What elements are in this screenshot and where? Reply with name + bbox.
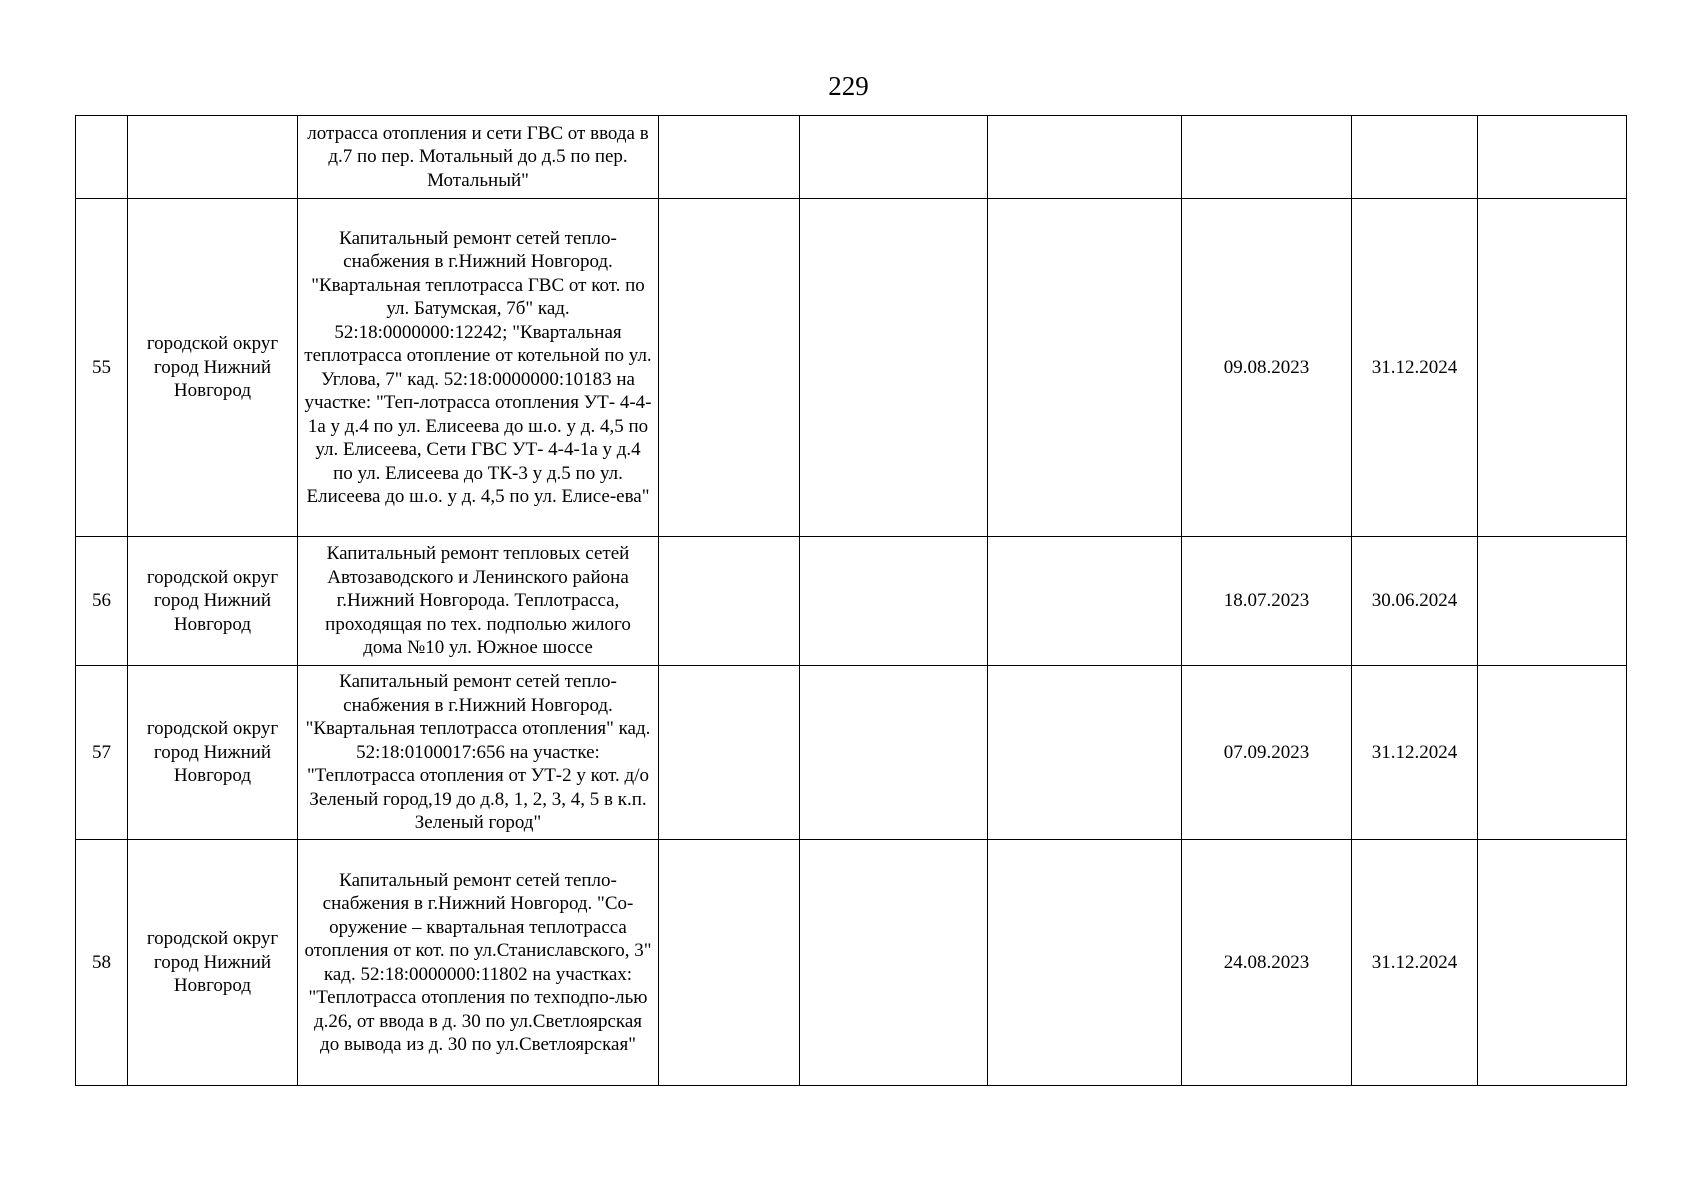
start-date-cell: 24.08.2023	[1182, 840, 1352, 1086]
description-cell: Капитальный ремонт сетей тепло-снабжения в г.Нижний Новгород. "Квартальная теплотрасса ГВС от кот. по ул. Батумская, 7б" кад. 52:18:0000000:12242; "Квартальная теплотрасса отопление от котельной по ул. Углова, 7" кад. 52:18:0000000:10183 на участке: "Теп-лотрасса отопления УТ- 4-4-1а у д.4 по ул. Елисеева до ш.о. у д. 4,5 по ул. Елисеева, Сети ГВС УТ- 4-4-1а у д.4 по ул. Елисеева до ТК-3 у д.5 по ул. Елисеева до ш.о. у д. 4,5 по ул. Елисе-ева"	[298, 199, 659, 537]
municipality-cell	[128, 116, 298, 199]
empty-cell	[659, 537, 800, 666]
empty-cell	[800, 199, 988, 537]
row-number-cell: 56	[76, 537, 128, 666]
table-row	[76, 666, 1627, 840]
row-number-cell: 58	[76, 840, 128, 1086]
municipality-cell: городской округ город Нижний Новгород	[128, 666, 298, 840]
end-date-cell: 30.06.2024	[1352, 537, 1478, 666]
empty-cell	[800, 537, 988, 666]
works-table	[75, 115, 1627, 1086]
row-number-cell: 55	[76, 199, 128, 537]
row-number-cell: 57	[76, 666, 128, 840]
page-number: 229	[828, 71, 869, 101]
description-cell: Капитальный ремонт сетей тепло-снабжения в г.Нижний Новгород. "Квартальная теплотрасса отопления" кад. 52:18:0100017:656 на участке: "Теплотрасса отопления от УТ-2 у кот. д/о Зеленый город,19 до д.8, 1, 2, 3, 4, 5 в к.п. Зеленый город"	[298, 666, 659, 840]
empty-cell	[988, 537, 1182, 666]
municipality-cell: городской округ город Нижний Новгород	[128, 199, 298, 537]
empty-cell	[800, 116, 988, 199]
start-date-cell	[1182, 116, 1352, 199]
municipality-cell: городской округ город Нижний Новгород	[128, 840, 298, 1086]
start-date-cell: 09.08.2023	[1182, 199, 1352, 537]
end-date-cell: 31.12.2024	[1352, 199, 1478, 537]
empty-cell	[800, 666, 988, 840]
empty-cell	[800, 840, 988, 1086]
start-date-cell: 18.07.2023	[1182, 537, 1352, 666]
empty-cell	[1478, 666, 1627, 840]
end-date-cell: 31.12.2024	[1352, 840, 1478, 1086]
empty-cell	[1478, 199, 1627, 537]
description-cell: Капитальный ремонт тепловых сетей Автозаводского и Ленинского района г.Нижний Новгорода. Теплотрасса, проходящая по тех. подполью жилого дома №10 ул. Южное шоссе	[298, 537, 659, 666]
empty-cell	[988, 840, 1182, 1086]
empty-cell	[988, 666, 1182, 840]
description-cell: Капитальный ремонт сетей тепло-снабжения в г.Нижний Новгород. "Со-оружение – квартальная теплотрасса отопления от кот. по ул.Станиславского, 3" кад. 52:18:0000000:11802 на участках: "Теплотрасса отопления по техподпо-лью д.26, от ввода в д. 30 по ул.Светлоярская до вывода из д. 30 по ул.Светлоярская"	[298, 840, 659, 1086]
empty-cell	[659, 199, 800, 537]
empty-cell	[988, 199, 1182, 537]
row-number-cell	[76, 116, 128, 199]
table-row	[76, 199, 1627, 537]
end-date-cell	[1352, 116, 1478, 199]
table-row	[76, 840, 1627, 1086]
start-date-cell: 07.09.2023	[1182, 666, 1352, 840]
empty-cell	[1478, 537, 1627, 666]
empty-cell	[1478, 840, 1627, 1086]
empty-cell	[659, 116, 800, 199]
municipality-cell: городской округ город Нижний Новгород	[128, 537, 298, 666]
empty-cell	[988, 116, 1182, 199]
end-date-cell: 31.12.2024	[1352, 666, 1478, 840]
empty-cell	[1478, 116, 1627, 199]
empty-cell	[659, 840, 800, 1086]
empty-cell	[659, 666, 800, 840]
table-row	[76, 116, 1627, 199]
table-row	[76, 537, 1627, 666]
description-cell: лотрасса отопления и сети ГВС от ввода в д.7 по пер. Мотальный до д.5 по пер. Мотальный"	[298, 116, 659, 199]
